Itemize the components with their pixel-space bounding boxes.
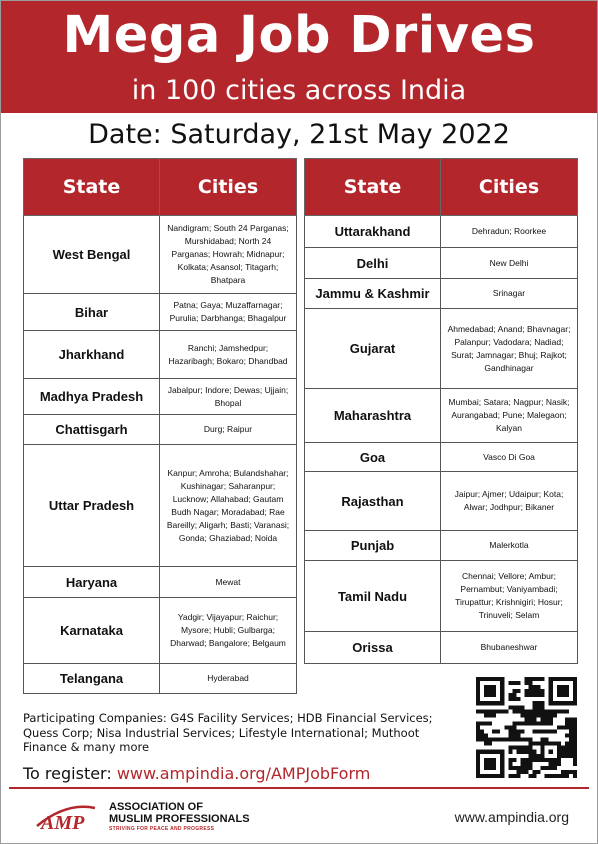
table-row [305, 531, 578, 561]
participating-companies: Participating Companies: G4S Facility Services; HDB Financial Services; Quess Corp; Nisa Industrial Services; Lifestyle International; Muthoot Finance & many more [23, 711, 433, 754]
table-row [305, 279, 578, 309]
city-list: Srinagar [441, 279, 578, 309]
register-line [23, 764, 370, 784]
website-link[interactable]: www.ampindia.org [454, 809, 569, 825]
city-list: Nandigram; South 24 Parganas; Murshidabad; North 24 Parganas; Howrah; Midnapur; Kolkata; Asansol; Titagarh; Bhatpara [160, 216, 297, 294]
city-list: Hyderabad [160, 664, 297, 694]
state-name: West Bengal [24, 216, 160, 294]
org-line-2: MUSLIM PROFESSIONALS [109, 813, 250, 825]
state-name: Chattisgarh [24, 415, 160, 445]
city-list: Jaipur; Ajmer; Udaipur; Kota; Alwar; Jodhpur; Bikaner [441, 472, 578, 531]
table-row [24, 567, 297, 598]
city-list: Chennai; Vellore; Ambur; Pernambut; Vaniyambadi; Tirupattur; Krishnigiri; Hosur; Trinuveli; Selam [441, 561, 578, 632]
register-label: To register: [23, 764, 117, 783]
state-name: Jharkhand [24, 331, 160, 379]
city-list: Patna; Gaya; Muzaffarnagar; Purulia; Darbhanga; Bhagalpur [160, 294, 297, 331]
table-row [305, 561, 578, 632]
state-name: Bihar [24, 294, 160, 331]
state-name: Jammu & Kashmir [305, 279, 441, 309]
city-list: Jabalpur; Indore; Dewas; Ujjain; Bhopal [160, 379, 297, 415]
city-list: Mewat [160, 567, 297, 598]
table-row [24, 415, 297, 445]
table-row [305, 216, 578, 248]
table-row [305, 309, 578, 389]
city-list: Kanpur; Amroha; Bulandshahar; Kushinagar; Saharanpur; Lucknow; Allahabad; Gautam Budh Nagar; Moradabad; Rae Bareilly; Aligarh; Basti; Varanasi; Gonda; Ghaziabad; Noida [160, 445, 297, 567]
city-list: New Delhi [441, 248, 578, 279]
city-list: Ranchi; Jamshedpur; Hazaribagh; Bokaro; Dhandbad [160, 331, 297, 379]
footer-divider [9, 787, 589, 789]
state-name: Goa [305, 443, 441, 472]
table-row [305, 389, 578, 443]
table-row [24, 445, 297, 567]
logo-text: AMP [41, 812, 85, 834]
state-column-header: State [24, 159, 160, 216]
register-link[interactable]: www.ampindia.org/AMPJobForm [116, 764, 371, 783]
subtitle: in 100 cities across India [131, 75, 467, 106]
cities-column-header: Cities [160, 159, 297, 216]
amp-logo [31, 798, 101, 839]
table-row [24, 216, 297, 294]
state-column-header: State [305, 159, 441, 216]
table-row [305, 443, 578, 472]
city-list: Malerkotla [441, 531, 578, 561]
state-name: Gujarat [305, 309, 441, 389]
city-list: Dehradun; Roorkee [441, 216, 578, 248]
table-row [305, 248, 578, 279]
states-table-right [304, 158, 578, 664]
table-row [305, 632, 578, 664]
state-name: Maharashtra [305, 389, 441, 443]
state-name: Uttarakhand [305, 216, 441, 248]
qr-code-icon[interactable] [476, 677, 577, 778]
main-title: Mega Job Drives [62, 6, 536, 65]
table-row [24, 294, 297, 331]
city-list: Mumbai; Satara; Nagpur; Nasik; Aurangabad; Pune; Malegaon; Kalyan [441, 389, 578, 443]
states-table-left [23, 158, 297, 694]
table-row [24, 379, 297, 415]
state-name: Madhya Pradesh [24, 379, 160, 415]
city-list: Yadgir; Vijayapur; Raichur; Mysore; Hubli; Gulbarga; Dharwad; Bangalore; Belgaum [160, 598, 297, 664]
state-name: Orissa [305, 632, 441, 664]
table-row [24, 598, 297, 664]
organization-name [109, 801, 250, 825]
table-row [305, 472, 578, 531]
state-name: Tamil Nadu [305, 561, 441, 632]
cities-column-header: Cities [441, 159, 578, 216]
state-name: Punjab [305, 531, 441, 561]
organization-tagline: STRIVING FOR PEACE AND PROGRESS [109, 826, 215, 832]
table-row [24, 664, 297, 694]
state-name: Telangana [24, 664, 160, 694]
city-list: Vasco Di Goa [441, 443, 578, 472]
org-line-1: ASSOCIATION OF [109, 801, 203, 813]
city-list: Durg; Raipur [160, 415, 297, 445]
state-name: Uttar Pradesh [24, 445, 160, 567]
state-name: Rajasthan [305, 472, 441, 531]
title-banner [1, 1, 597, 113]
city-list: Bhubaneshwar [441, 632, 578, 664]
city-list: Ahmedabad; Anand; Bhavnagar; Palanpur; Vadodara; Nadiad; Surat; Jamnagar; Bhuj; Rajkot; Gandhinagar [441, 309, 578, 389]
event-date: Date: Saturday, 21st May 2022 [88, 119, 510, 150]
state-name: Delhi [305, 248, 441, 279]
table-row [24, 331, 297, 379]
state-name: Karnataka [24, 598, 160, 664]
state-name: Haryana [24, 567, 160, 598]
